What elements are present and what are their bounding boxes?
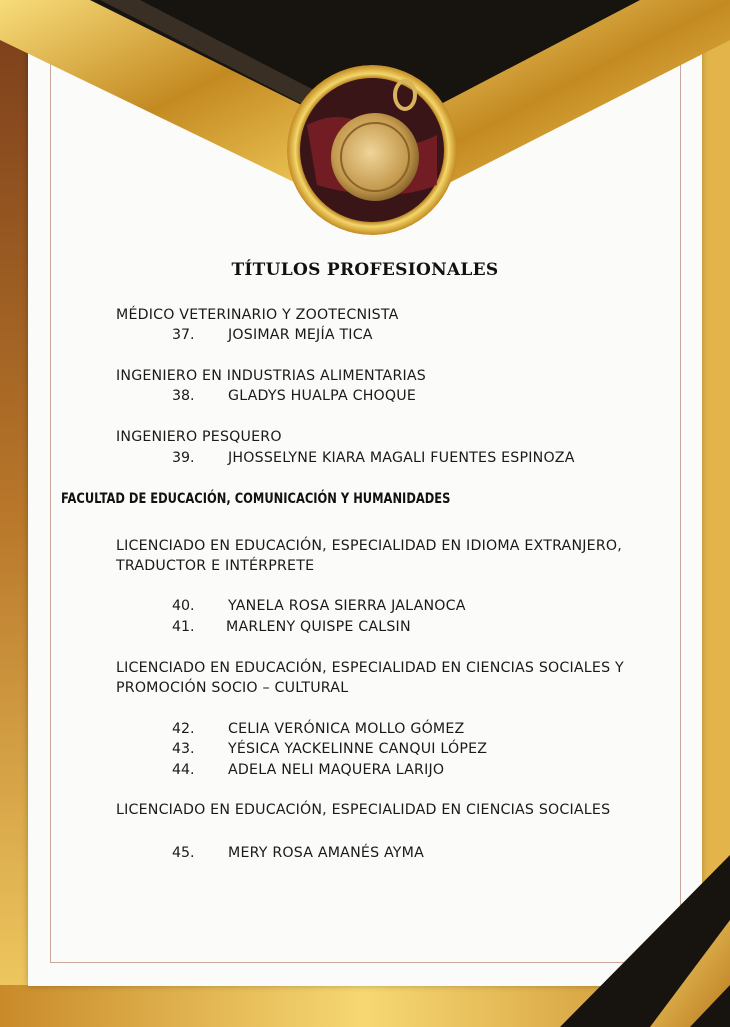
entry-number: 42. [172, 721, 195, 737]
entry-number: 39. [172, 450, 195, 466]
page-title: TÍTULOS PROFESIONALES [231, 260, 499, 280]
entry-name: YANELA ROSA SIERRA JALANOCA [228, 598, 466, 614]
section-heading: LICENCIADO EN EDUCACIÓN, ESPECIALIDAD EN CIENCIAS SOCIALES Y [116, 660, 624, 676]
section-heading-line2: PROMOCIÓN SOCIO – CULTURAL [116, 680, 349, 696]
entry-name: ADELA NELI MAQUERA LARIJO [228, 762, 445, 778]
entry-name: CELIA VERÓNICA MOLLO GÓMEZ [228, 721, 465, 737]
entry-number: 41. [172, 619, 195, 635]
section-heading: LICENCIADO EN EDUCACIÓN, ESPECIALIDAD EN IDIOMA EXTRANJERO, [116, 538, 622, 554]
entry-number: 38. [172, 388, 195, 404]
graduation-medal-image [287, 65, 457, 235]
entry-name: MERY ROSA AMANÉS AYMA [228, 845, 424, 861]
section-heading: INGENIERO PESQUERO [116, 429, 282, 445]
entry-number: 44. [172, 762, 195, 778]
entry-name: YÉSICA YACKELINNE CANQUI LÓPEZ [228, 741, 488, 757]
entry-name: MARLENY QUISPE CALSIN [226, 619, 411, 635]
entry-name: GLADYS HUALPA CHOQUE [228, 388, 417, 404]
entry-number: 43. [172, 741, 195, 757]
entry-number: 45. [172, 845, 195, 861]
section-heading-line2: TRADUCTOR E INTÉRPRETE [116, 558, 315, 574]
section-heading: LICENCIADO EN EDUCACIÓN, ESPECIALIDAD EN CIENCIAS SOCIALES [116, 802, 611, 818]
section-heading: MÉDICO VETERINARIO Y ZOOTECNISTA [116, 307, 399, 323]
entry-number: 37. [172, 327, 195, 343]
entry-number: 40. [172, 598, 195, 614]
entry-name: JOSIMAR MEJÍA TICA [228, 327, 373, 343]
faculty-heading: FACULTAD DE EDUCACIÓN, COMUNICACIÓN Y HUMANIDADES [61, 491, 451, 507]
section-heading: INGENIERO EN INDUSTRIAS ALIMENTARIAS [116, 368, 427, 384]
entry-name: JHOSSELYNE KIARA MAGALI FUENTES ESPINOZA [228, 450, 575, 466]
